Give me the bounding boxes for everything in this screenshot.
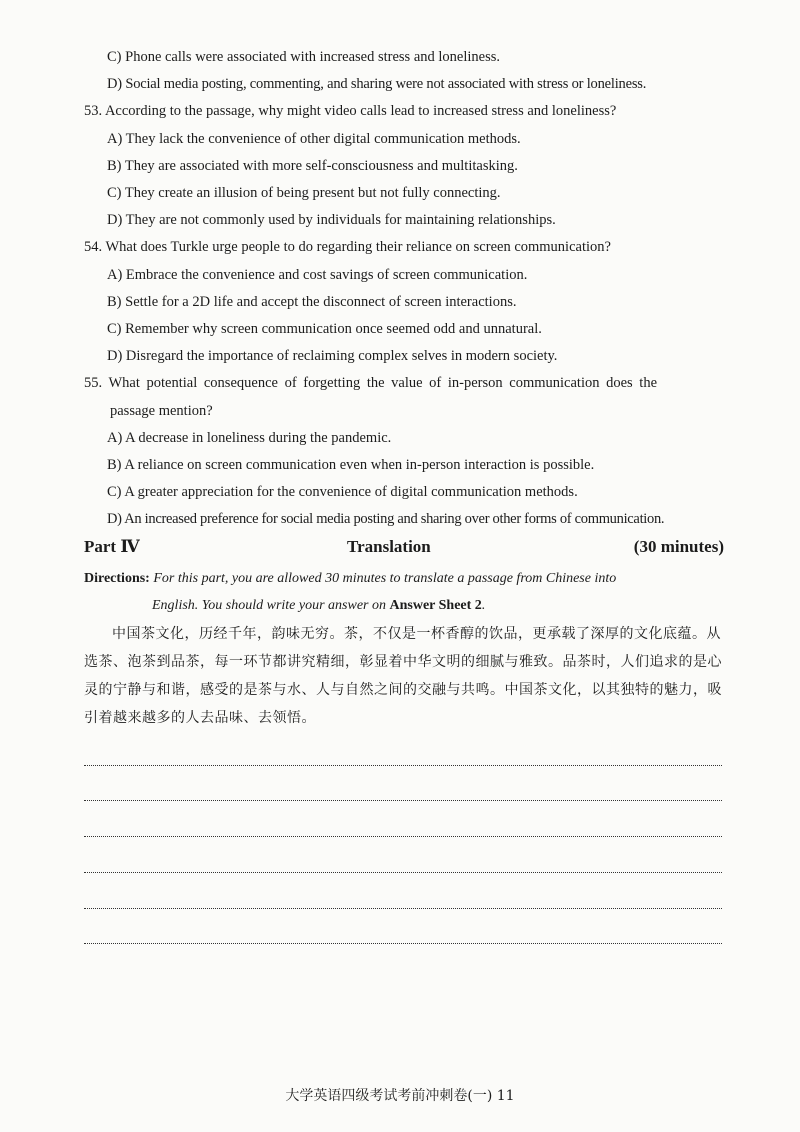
q55-option-a: A) A decrease in loneliness during the pandemic. xyxy=(107,430,392,446)
answer-sheet-ref: Answer Sheet 2 xyxy=(389,598,482,613)
q52-option-d: D) Social media posting, commenting, and sharing were not associated with stress or loneliness. xyxy=(107,76,647,92)
q54-option-b: B) Settle for a 2D life and accept the disconnect of screen interactions. xyxy=(107,294,517,310)
answer-line-1 xyxy=(84,765,722,766)
directions-line2 xyxy=(152,596,485,616)
q54-option-d: D) Disregard the importance of reclaiming complex selves in modern society. xyxy=(107,348,558,364)
q53-option-b: B) They are associated with more self-consciousness and multitasking. xyxy=(107,158,518,174)
directions-text-2c: . xyxy=(481,598,486,613)
q55-option-d: D) An increased preference for social media posting and sharing over other forms of communication. xyxy=(107,511,665,527)
translation-passage: 中国茶文化，历经千年，韵味无穷。茶，不仅是一杯香醇的饮品，更承载了深厚的文化底蕴。从选茶、泡茶到品茶，每一环节都讲究精细，彰显着中华文明的细腻与雅致。品茶时，人们追求的是心灵的宁静与和谐，感受的是茶与水、人与自然之间的交融与共鸣。中国茶文化，以其独特的魅力，吸引着越来越多的人去品味、去领悟。 xyxy=(84,626,722,726)
q53-question: 53. According to the passage, why might video calls lead to increased stress and loneliness? xyxy=(84,103,617,119)
q53-option-c: C) They create an illusion of being present but not fully connecting. xyxy=(107,185,501,201)
q54-option-c: C) Remember why screen communication once seemed odd and unnatural. xyxy=(107,321,542,337)
answer-line-4 xyxy=(84,872,722,873)
q53-option-a: A) They lack the convenience of other digital communication methods. xyxy=(107,131,521,147)
page-footer: 大学英语四级考试考前冲刺卷(一) 11 xyxy=(285,1088,515,1104)
answer-line-2 xyxy=(84,800,722,801)
part-title: Translation xyxy=(347,537,431,556)
q55-question-cont: passage mention? xyxy=(110,403,213,419)
answer-line-5 xyxy=(84,908,722,909)
directions-text-2a: English. You should write your answer on xyxy=(152,598,390,613)
part-header xyxy=(84,537,724,563)
q55-question: 55. What potential consequence of forgetting the value of in-person communication does the xyxy=(84,375,658,391)
answer-line-3 xyxy=(84,836,722,837)
part-label: Part Ⅳ xyxy=(84,537,140,556)
answer-line-6 xyxy=(84,943,722,944)
q54-option-a: A) Embrace the convenience and cost savings of screen communication. xyxy=(107,267,528,283)
q54-question: 54. What does Turkle urge people to do regarding their reliance on screen communication? xyxy=(84,239,611,255)
part-time: (30 minutes) xyxy=(633,537,724,556)
directions-text: For this part, you are allowed 30 minutes to translate a passage from Chinese into xyxy=(153,571,617,586)
directions-line1 xyxy=(84,569,616,589)
directions-label: Directions: xyxy=(84,571,150,586)
q53-option-d: D) They are not commonly used by individuals for maintaining relationships. xyxy=(107,212,556,228)
q55-option-c: C) A greater appreciation for the convenience of digital communication methods. xyxy=(107,484,578,500)
q55-option-b: B) A reliance on screen communication even when in-person interaction is possible. xyxy=(107,457,595,473)
q52-option-c: C) Phone calls were associated with increased stress and loneliness. xyxy=(107,49,501,65)
